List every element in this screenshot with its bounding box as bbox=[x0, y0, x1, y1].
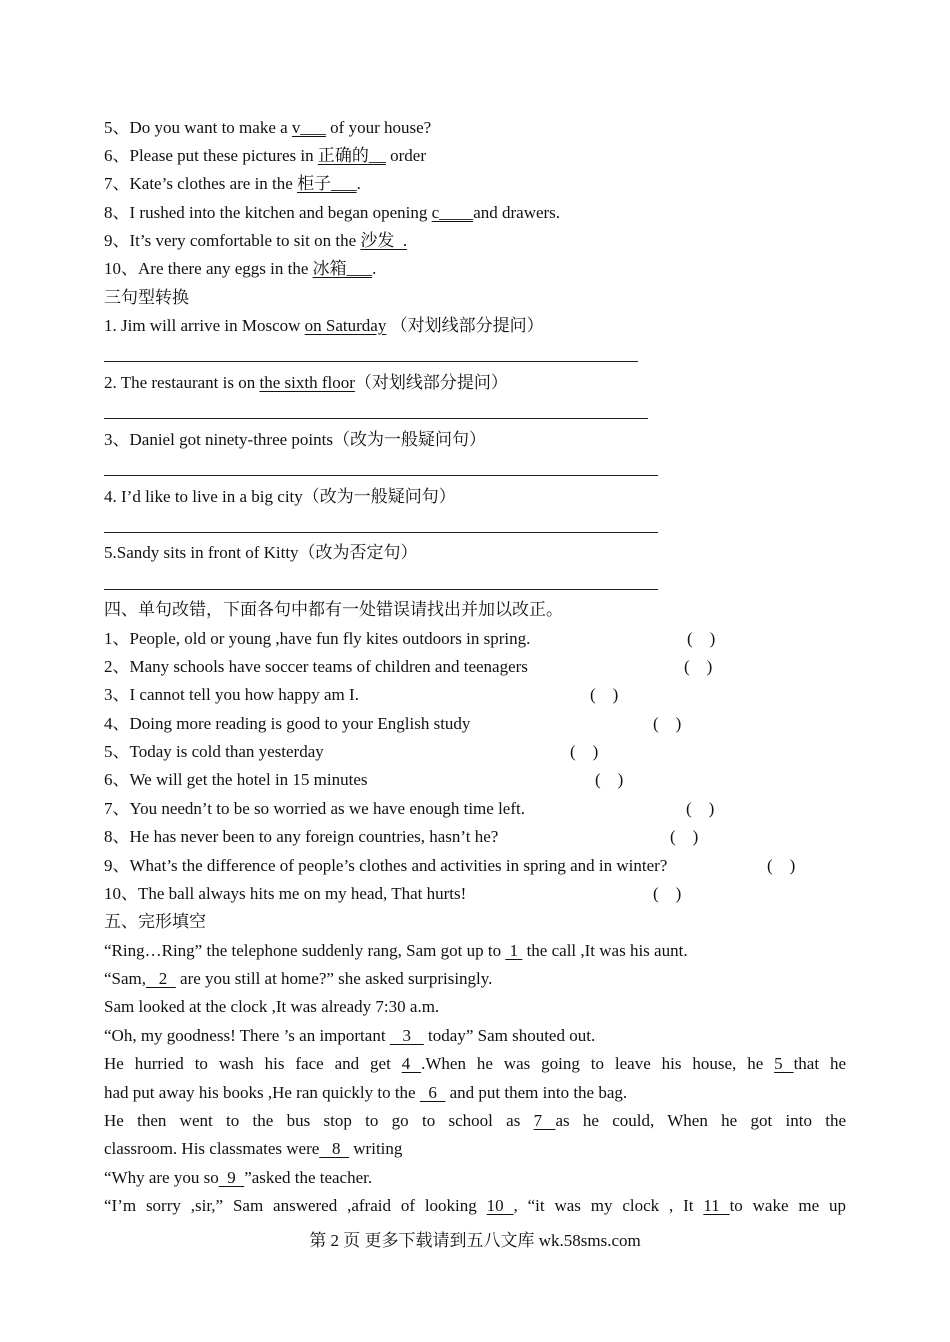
answer-paren: ( ) bbox=[653, 714, 682, 733]
transform-item bbox=[104, 542, 418, 564]
error-item: 7、You needn’t to be so worried as we have enough time left. bbox=[104, 799, 525, 818]
cloze-text: and put them into the bag. bbox=[445, 1083, 628, 1102]
vocab-text: 5、Do you want to make a bbox=[104, 118, 292, 137]
vocab-text: 8、I rushed into the kitchen and began opening bbox=[104, 203, 432, 222]
cloze-text: writing bbox=[349, 1139, 403, 1158]
transform-item bbox=[104, 486, 456, 508]
answer-paren: ( ) bbox=[595, 770, 624, 789]
error-item: 4、Doing more reading is good to your English study bbox=[104, 714, 471, 733]
answer-line bbox=[104, 418, 648, 419]
cloze-text: “Oh, my goodness! There ’s an important bbox=[104, 1026, 390, 1045]
section5-heading: 五、完形填空 bbox=[104, 912, 206, 931]
answer-line bbox=[104, 361, 638, 362]
vocab-blank: v___ bbox=[291, 118, 326, 137]
transform-instruction: （对划线部分提问） bbox=[354, 373, 508, 392]
cloze-text: “I’m sorry ,sir,” Sam answered ,afraid of looking bbox=[104, 1196, 487, 1215]
answer-paren: ( ) bbox=[670, 827, 699, 846]
error-item: 8、He has never been to any foreign countries, hasn’t he? bbox=[104, 827, 499, 846]
cloze-blank: 9 bbox=[218, 1168, 245, 1187]
answer-paren: ( ) bbox=[687, 629, 716, 648]
vocab-text: 9、It’s very comfortable to sit on the bbox=[104, 231, 361, 250]
cloze-line bbox=[104, 968, 492, 990]
answer-line bbox=[104, 532, 658, 533]
transform-item bbox=[104, 315, 544, 337]
cloze-text: had put away his books ,He ran quickly to the bbox=[104, 1083, 420, 1102]
transform-text: 4. I’d like to live in a big city（改为一般疑问句） bbox=[104, 487, 456, 506]
cloze-line bbox=[104, 1082, 627, 1104]
error-item: 10、The ball always hits me on my head, That hurts! bbox=[104, 884, 467, 903]
vocab-item bbox=[104, 145, 426, 167]
cloze-text: , “it was my clock , It bbox=[513, 1196, 704, 1215]
underlined-part: on Saturday bbox=[304, 316, 387, 335]
vocab-item bbox=[104, 230, 407, 252]
cloze-text: He hurried to wash his face and get bbox=[104, 1054, 402, 1073]
error-item: 9、What’s the difference of people’s clothes and activities in spring and in winter? bbox=[104, 856, 668, 875]
cloze-text: today” Sam shouted out. bbox=[423, 1026, 596, 1045]
vocab-text: of your house? bbox=[325, 118, 432, 137]
cloze-blank: 11 bbox=[703, 1196, 730, 1215]
cloze-line bbox=[104, 1167, 372, 1189]
vocab-blank: 正确的__ bbox=[317, 146, 386, 165]
cloze-text: that he bbox=[793, 1054, 846, 1073]
error-item: 6、We will get the hotel in 15 minutes bbox=[104, 770, 368, 789]
cloze-line: Sam looked at the clock ,It was already 7:30 a.m. bbox=[104, 997, 440, 1016]
cloze-text: ”asked the teacher. bbox=[244, 1168, 373, 1187]
cloze-blank: 4 bbox=[401, 1054, 422, 1073]
vocab-item bbox=[104, 117, 431, 139]
page-footer: 第 2 页 更多下载请到五八文库 wk.58sms.com bbox=[309, 1231, 641, 1250]
cloze-text: He then went to the bus stop to go to school as bbox=[104, 1111, 534, 1130]
answer-paren: ( ) bbox=[590, 685, 619, 704]
cloze-blank: 3 bbox=[389, 1026, 424, 1045]
vocab-blank: 沙发 . bbox=[360, 231, 408, 250]
cloze-line bbox=[104, 1025, 595, 1047]
vocab-text: and drawers. bbox=[473, 203, 561, 222]
transform-text: 3、Daniel got ninety-three points（改为一般疑问句） bbox=[104, 430, 486, 449]
cloze-line bbox=[104, 1138, 402, 1160]
transform-text: 5.Sandy sits in front of Kitty（改为否定句） bbox=[104, 543, 418, 562]
vocab-text: 6、Please put these pictures in bbox=[104, 146, 318, 165]
cloze-blank: 8 bbox=[319, 1139, 350, 1158]
section4-heading: 四、单句改错，下面各句中都有一处错误请找出并加以改正。 bbox=[104, 600, 563, 619]
cloze-text: “Ring…Ring” the telephone suddenly rang, Sam got up to bbox=[104, 941, 506, 960]
cloze-text: as he could, When he got into the bbox=[555, 1111, 847, 1130]
vocab-text: . bbox=[372, 259, 377, 278]
cloze-line bbox=[104, 940, 688, 962]
transform-instruction: （对划线部分提问） bbox=[386, 316, 544, 335]
vocab-blank: c____ bbox=[431, 203, 474, 222]
answer-paren: ( ) bbox=[684, 657, 713, 676]
vocab-text: 10、Are there any eggs in the bbox=[104, 259, 313, 278]
cloze-text: to wake me up bbox=[729, 1196, 847, 1215]
vocab-item bbox=[104, 202, 560, 224]
transform-text: 2. The restaurant is on bbox=[104, 373, 260, 392]
section3-heading: 三句型转换 bbox=[104, 288, 189, 307]
vocab-text: . bbox=[356, 174, 361, 193]
cloze-text: “Why are you so bbox=[104, 1168, 219, 1187]
answer-paren: ( ) bbox=[570, 742, 599, 761]
answer-paren: ( ) bbox=[653, 884, 682, 903]
transform-item bbox=[104, 372, 508, 394]
vocab-blank: 冰箱___ bbox=[312, 259, 373, 278]
cloze-text: the call ,It was his aunt. bbox=[522, 941, 688, 960]
cloze-text: .When he was going to leave his house, he bbox=[421, 1054, 775, 1073]
transform-item bbox=[104, 429, 486, 451]
cloze-blank: 1 bbox=[505, 941, 523, 960]
cloze-blank: 5 bbox=[774, 1054, 794, 1073]
error-item: 2、Many schools have soccer teams of children and teenagers bbox=[104, 657, 528, 676]
cloze-line bbox=[104, 1053, 846, 1075]
vocab-text: order bbox=[385, 146, 426, 165]
vocab-text: 7、Kate’s clothes are in the bbox=[104, 174, 298, 193]
error-item: 5、Today is cold than yesterday bbox=[104, 742, 324, 761]
cloze-text: are you still at home?” she asked surprisingly. bbox=[175, 969, 493, 988]
vocab-item bbox=[104, 258, 376, 280]
answer-paren: ( ) bbox=[686, 799, 715, 818]
cloze-line bbox=[104, 1110, 846, 1132]
underlined-part: the sixth floor bbox=[259, 373, 355, 392]
vocab-item bbox=[104, 173, 361, 195]
cloze-blank: 6 bbox=[419, 1083, 446, 1102]
answer-paren: ( ) bbox=[767, 856, 796, 875]
cloze-line bbox=[104, 1195, 846, 1217]
cloze-text: classroom. His classmates were bbox=[104, 1139, 320, 1158]
answer-line bbox=[104, 475, 658, 476]
cloze-blank: 10 bbox=[486, 1196, 514, 1215]
cloze-text: “Sam, bbox=[104, 969, 147, 988]
vocab-blank: 柜子___ bbox=[297, 174, 357, 193]
transform-text: 1. Jim will arrive in Moscow bbox=[104, 316, 305, 335]
cloze-blank: 2 bbox=[146, 969, 176, 988]
error-item: 1、People, old or young ,have fun fly kites outdoors in spring. bbox=[104, 629, 531, 648]
error-item: 3、I cannot tell you how happy am I. bbox=[104, 685, 359, 704]
answer-line bbox=[104, 589, 658, 590]
cloze-blank: 7 bbox=[533, 1111, 556, 1130]
